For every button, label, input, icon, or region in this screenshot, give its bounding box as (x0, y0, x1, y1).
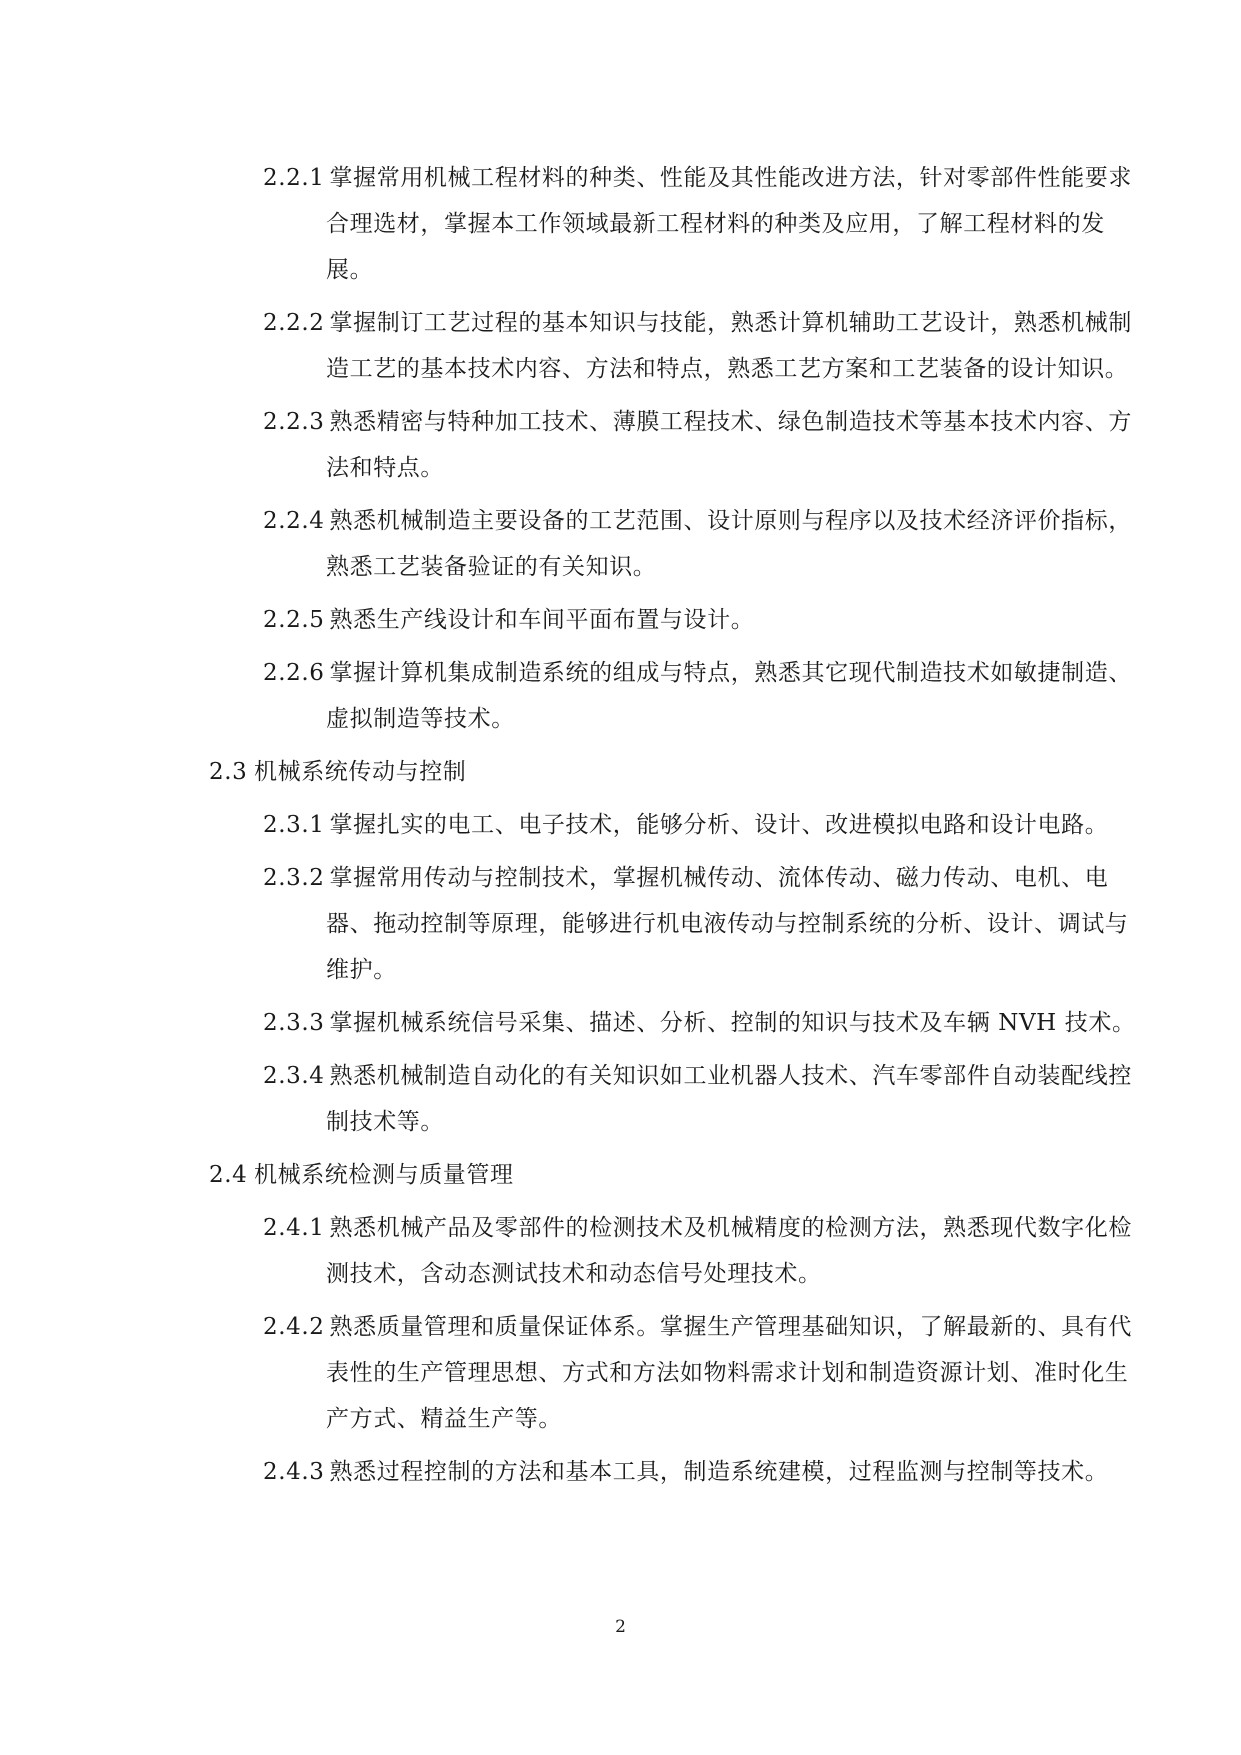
list-item (263, 1053, 1136, 1145)
list-item (263, 1304, 1136, 1442)
item-number: 2.2.5 (263, 607, 325, 633)
item-text: 熟悉机械产品及零部件的检测技术及机械精度的检测方法，熟悉现代数字化检测技术，含动态测试技术和动态信号处理技术。 (326, 1215, 1132, 1287)
item-number: 2.2.4 (263, 508, 325, 534)
list-item (263, 597, 1136, 643)
section-number: 2.3 (209, 759, 248, 785)
list-item (263, 1449, 1136, 1495)
item-text: 掌握制订工艺过程的基本知识与技能，熟悉计算机辅助工艺设计，熟悉机械制造工艺的基本技术内容、方法和特点，熟悉工艺方案和工艺装备的设计知识。 (326, 310, 1132, 382)
list-item (263, 300, 1136, 392)
list-item (263, 855, 1136, 993)
list-item (263, 650, 1136, 742)
item-text: 掌握机械系统信号采集、描述、分析、控制的知识与技术及车辆 NVH 技术。 (329, 1010, 1136, 1036)
item-text: 熟悉机械制造主要设备的工艺范围、设计原则与程序以及技术经济评价指标，熟悉工艺装备验证的有关知识。 (326, 508, 1132, 580)
item-number: 2.2.3 (263, 409, 325, 435)
item-text: 掌握扎实的电工、电子技术，能够分析、设计、改进模拟电路和设计电路。 (329, 812, 1109, 838)
item-number: 2.2.1 (263, 165, 325, 191)
page-number: 2 (615, 1617, 626, 1637)
item-text: 掌握计算机集成制造系统的组成与特点，熟悉其它现代制造技术如敏捷制造、虚拟制造等技术。 (326, 660, 1132, 732)
item-text: 掌握常用机械工程材料的种类、性能及其性能改进方法，针对零部件性能要求合理选材，掌握本工作领域最新工程材料的种类及应用，了解工程材料的发展。 (326, 165, 1132, 283)
section-number: 2.4 (209, 1162, 248, 1188)
list-item (263, 399, 1136, 491)
list-item (263, 802, 1136, 848)
section-heading (209, 1152, 1069, 1198)
item-text: 熟悉过程控制的方法和基本工具，制造系统建模，过程监测与控制等技术。 (329, 1459, 1109, 1485)
item-number: 2.3.3 (263, 1010, 325, 1036)
list-item (263, 1000, 1136, 1046)
item-text: 熟悉生产线设计和车间平面布置与设计。 (329, 607, 755, 633)
item-number: 2.2.6 (263, 660, 325, 686)
section-title: 机械系统传动与控制 (254, 759, 467, 785)
item-number: 2.3.1 (263, 812, 325, 838)
section-heading (209, 749, 1069, 795)
item-text: 熟悉质量管理和质量保证体系。掌握生产管理基础知识，了解最新的、具有代表性的生产管理思想、方式和方法如物料需求计划和制造资源计划、准时化生产方式、精益生产等。 (326, 1314, 1132, 1432)
item-text: 掌握常用传动与控制技术，掌握机械传动、流体传动、磁力传动、电机、电器、拖动控制等原理，能够进行机电液传动与控制系统的分析、设计、调试与维护。 (326, 865, 1129, 983)
list-item (263, 155, 1136, 293)
list-item (263, 1205, 1136, 1297)
section-title: 机械系统检测与质量管理 (254, 1162, 514, 1188)
item-text: 熟悉机械制造自动化的有关知识如工业机器人技术、汽车零部件自动装配线控制技术等。 (326, 1063, 1132, 1135)
item-number: 2.4.1 (263, 1215, 325, 1241)
item-number: 2.2.2 (263, 310, 325, 336)
document-content (0, 155, 1241, 1502)
item-number: 2.3.2 (263, 865, 325, 891)
item-number: 2.4.2 (263, 1314, 325, 1340)
item-number: 2.3.4 (263, 1063, 325, 1089)
list-item (263, 498, 1136, 590)
item-number: 2.4.3 (263, 1459, 325, 1485)
item-text: 熟悉精密与特种加工技术、薄膜工程技术、绿色制造技术等基本技术内容、方法和特点。 (326, 409, 1132, 481)
